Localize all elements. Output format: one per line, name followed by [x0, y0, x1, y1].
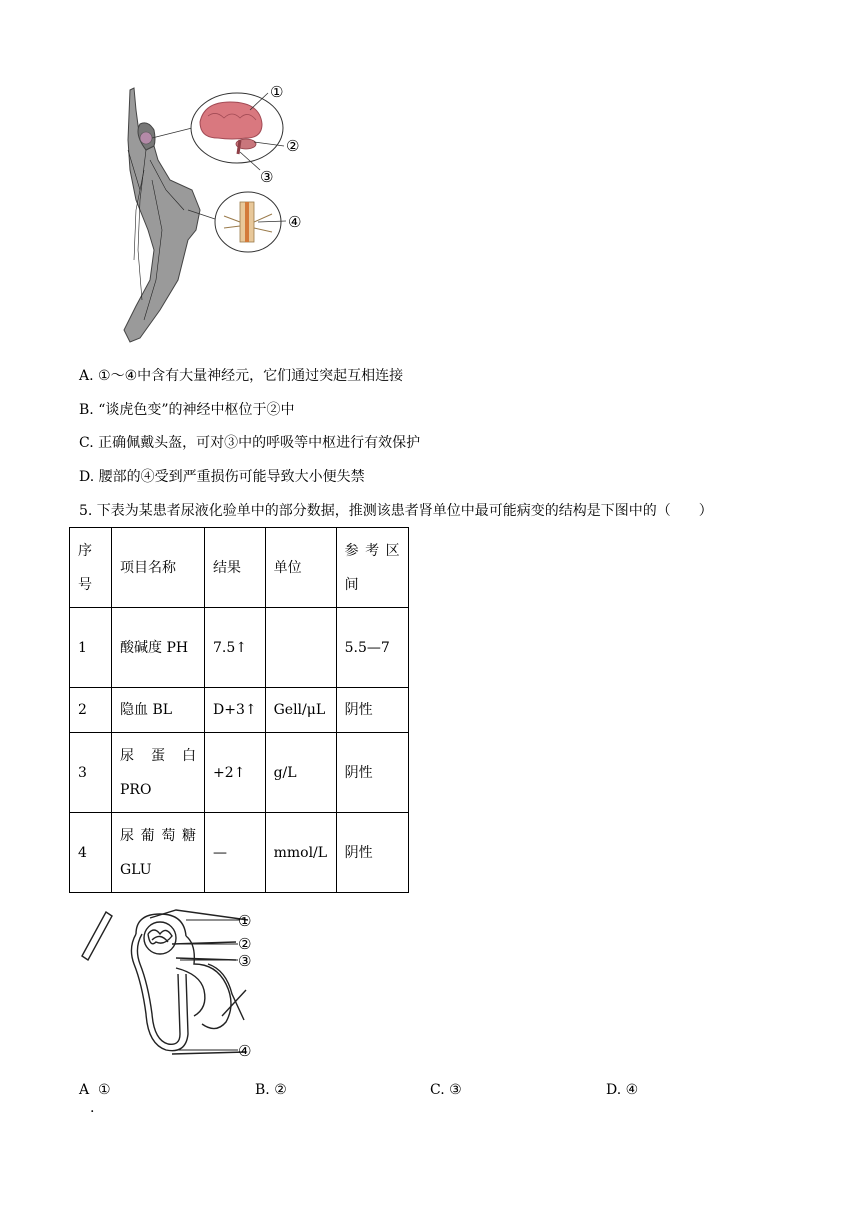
nephron-figure [76, 904, 266, 1060]
cell-unit: Gell/μL [265, 688, 336, 733]
option-text: ①～④中含有大量神经元，它们通过突起互相连接 [98, 368, 404, 384]
option-text: 腰部的④受到严重损伤可能导致大小便失禁 [98, 469, 365, 485]
option-letter: A [79, 1082, 90, 1098]
cell-unit [265, 608, 336, 688]
table-row [70, 733, 409, 813]
figure2-label-2: ② [238, 935, 252, 953]
nervous-system-figure [100, 80, 320, 350]
cell-item: 酸碱度 PH [112, 608, 205, 688]
cell-index: 4 [70, 813, 112, 893]
urine-report-table [69, 527, 409, 893]
option-letter: D. [606, 1082, 622, 1098]
figure1-label-2: ② [286, 137, 300, 155]
cell-item: 隐血 BL [112, 688, 205, 733]
header-cell-index: 序号 [70, 528, 112, 608]
option-text: “谈虎色变”的神经中枢位于②中 [98, 402, 295, 418]
human-body-illustration [124, 88, 200, 342]
cell-item: 尿蛋白 PRO [112, 733, 205, 813]
header-cell-unit: 单位 [265, 528, 336, 608]
option-letter: A. [79, 368, 94, 384]
figure2-label-3: ③ [238, 952, 252, 970]
cell-reference: 阴性 [336, 733, 408, 813]
option-text: ② [274, 1082, 287, 1098]
figure2-label-4: ④ [238, 1042, 252, 1060]
cell-reference: 5.5—7 [336, 608, 408, 688]
q5-option-c [430, 1082, 462, 1098]
header-cell-result: 结果 [205, 528, 266, 608]
table-header-row [70, 528, 409, 608]
cell-index: 1 [70, 608, 112, 688]
cell-result: 7.5↑ [205, 608, 266, 688]
q4-option-c [79, 434, 420, 452]
cell-result: +2↑ [205, 733, 266, 813]
table-row [70, 608, 409, 688]
cell-unit: g/L [265, 733, 336, 813]
q5-option-d [606, 1082, 638, 1098]
table-row [70, 813, 409, 893]
q5-stem: 5. 下表为某患者尿液化验单中的部分数据，推测该患者肾单位中最可能病变的结构是下图中的（ ） [79, 503, 713, 519]
cell-index: 3 [70, 733, 112, 813]
figure1-label-4: ④ [288, 213, 302, 231]
q4-option-b [79, 401, 295, 419]
q5-option-b [255, 1082, 287, 1098]
nephron-illustration [82, 910, 248, 1054]
figure1-label-3: ③ [260, 168, 274, 186]
option-text: ③ [449, 1082, 462, 1098]
stray-dot: . [90, 1100, 95, 1116]
option-text: 正确佩戴头盔，可对③中的呼吸等中枢进行有效保护 [98, 435, 421, 451]
header-cell-item: 项目名称 [112, 528, 205, 608]
q4-option-d [79, 468, 365, 486]
cell-unit: mmol/L [265, 813, 336, 893]
cell-reference: 阴性 [336, 688, 408, 733]
cell-reference: 阴性 [336, 813, 408, 893]
header-cell-reference: 参考区间 [336, 528, 408, 608]
figure2-label-1: ① [238, 912, 252, 930]
option-letter: C. [79, 435, 94, 451]
figure1-label-1: ① [270, 83, 284, 101]
option-letter: B. [255, 1082, 270, 1098]
cell-result: — [205, 813, 266, 893]
q5-option-a [79, 1082, 111, 1098]
cell-index: 2 [70, 688, 112, 733]
option-letter: C. [430, 1082, 445, 1098]
cell-result: D+3↑ [205, 688, 266, 733]
option-letter: D. [79, 469, 95, 485]
q4-option-a [79, 367, 403, 385]
option-letter: B. [79, 402, 94, 418]
option-text: ④ [625, 1082, 639, 1098]
table-row [70, 688, 409, 733]
cell-item: 尿葡萄糖 GLU [112, 813, 205, 893]
option-text: ① [98, 1082, 111, 1098]
